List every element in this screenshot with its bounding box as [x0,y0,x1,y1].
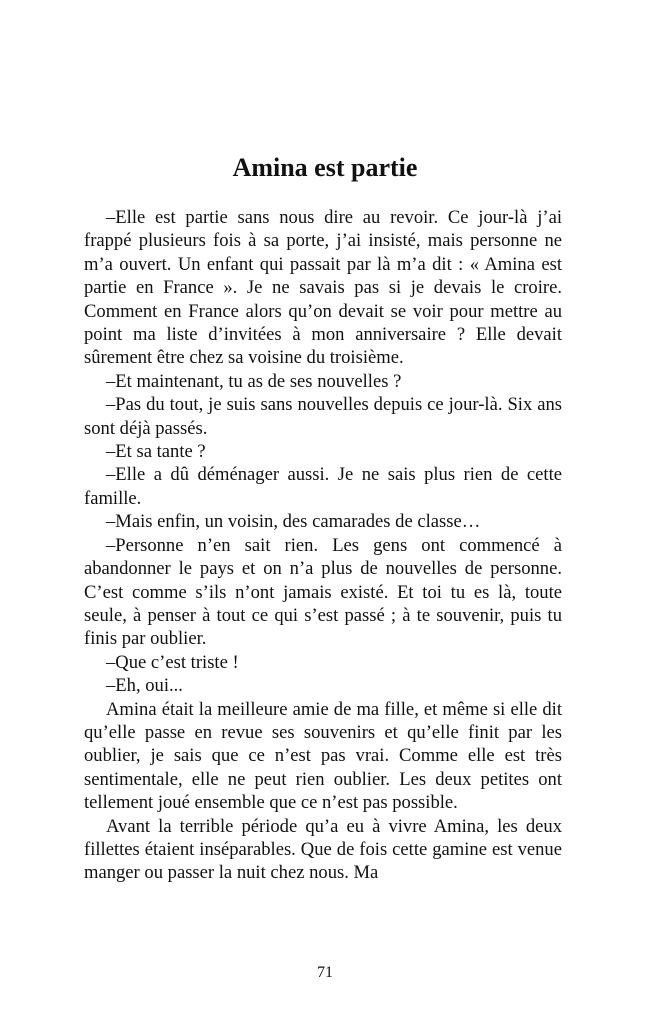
page-number: 71 [317,964,333,981]
paragraph: –Elle a dû déménager aussi. Je ne sais plus rien de cette famille. [84,464,562,509]
paragraph: –Pas du tout, je suis sans nouvelles depuis ce jour-là. Six ans sont déjà passés. [84,394,562,439]
paragraph: –Et maintenant, tu as de ses nouvelles ? [106,370,402,392]
chapter-title: Amina est partie [232,153,418,182]
paragraph: –Elle est partie sans nous dire au revoir. Ce jour-là j’ai frappé plusieurs fois à sa porte, j’ai insisté, mais personne ne m’a ouvert. Un enfant qui passait par là m’a dit : « Amina est partie en France ». Je ne savais pas si je devais le croire. Comment en France alors qu’on devait se voir pour mettre au point ma liste d’invitées à mon anniversaire ? Elle devait sûrement être chez sa voisine du troisième. [84,207,562,369]
paragraph: Avant la terrible période qu’a eu à vivre Amina, les deux fillettes étaient inséparables. Que de fois cette gamine est venue manger ou passer la nuit chez nous. Ma [84,815,562,884]
paragraph: –Mais enfin, un voisin, des camarades de classe… [106,511,481,533]
paragraph: –Et sa tante ? [106,441,206,463]
paragraph: Amina était la meilleure amie de ma fille, et même si elle dit qu’elle passe en revue ses souvenirs et qu’elle finit par les oublier, je sais que ce n’est pas vrai. Comme elle est très sentimentale, elle ne peut rien oublier. Les deux petites ont tellement joué ensemble que ce n’est pas possible. [84,698,562,814]
body-text [84,206,562,885]
paragraph: –Que c’est triste ! [106,651,239,673]
paragraph: –Personne n’en sait rien. Les gens ont commencé à abandonner le pays et on n’a plus de nouvelles de personne. C’est comme s’ils n’ont jamais existé. Et toi tu es là, toute seule, à penser à tout ce qui s’est passé ; à te souvenir, puis tu finis par oublier. [84,534,562,650]
paragraph: –Eh, oui... [106,675,183,697]
